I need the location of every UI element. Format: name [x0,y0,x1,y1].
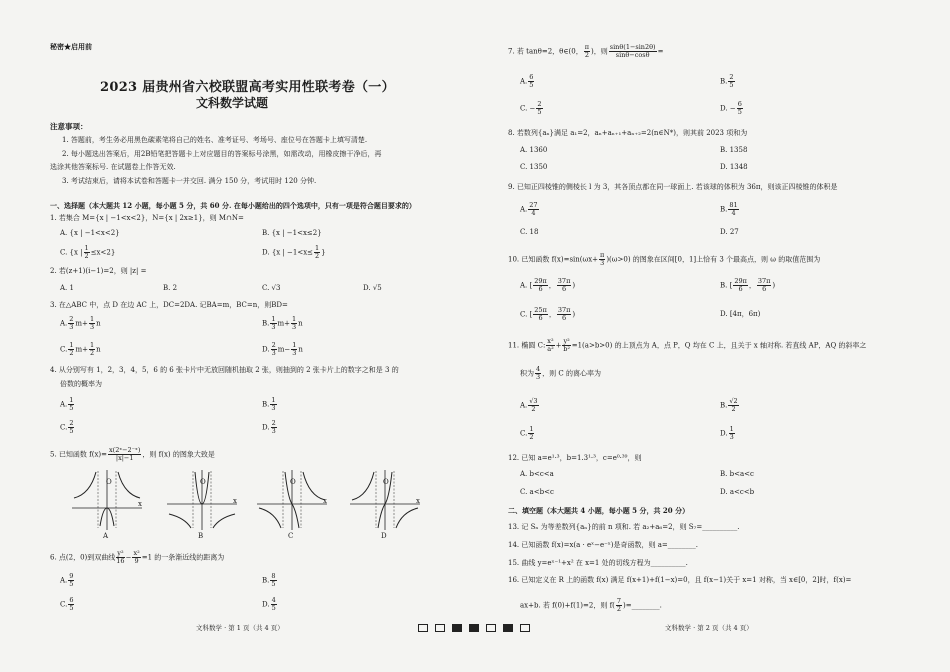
q4-stem: 4. 从分别写有 1，2，3，4，5，6 的 6 张卡片中无放回随机抽取 2 张，则抽到的 2 张卡片上的数字之和是 3 的 [50,366,399,374]
q5-stem: 5. 已知函数 f(x)= $\frac{\text{x(2ˣ−2⁻ˣ)}}{|x|-1}$ ，则 f(x) 的图象大致是 [50,446,215,462]
q11-stem-cont: 积为 $\frac{4}{3}$ ，则 C 的离心率为 [520,365,601,381]
graph-d-origin: O [383,478,389,486]
q12-option-c: C. a<b<c [520,488,554,496]
q11-option-a: A. $\frac{√3}{2}$ [520,397,538,413]
q3-option-d: D. $\frac{2}{3}$ m− $\frac{1}{3}$ n [262,341,303,357]
graph-b-x-label: x [233,497,237,505]
section-1-heading: 一、选择题（本大题共 12 小题，每小题 5 分，共 60 分. 在每小题给出的四个选项中，只有一项是符合题目要求的） [50,201,416,210]
q12-stem: 12. 已知 a=e¹·³，b=1.3¹·³，c=e⁰·³⁹，则 [508,454,642,462]
q3-stem: 3. 在△ABC 中，点 D 在边 AC 上，DC=2DA. 记BA=m，BC=n，则BD= [50,301,288,309]
graph-a-origin: O [106,478,112,486]
q16-cont: ax+b. 若 f(0)+f(1)=2，则 f( $\frac{7}{2}$ )=________. [520,597,662,613]
section-2-heading: 二、填空题（本大题共 4 小题，每小题 5 分，共 20 分） [508,506,690,515]
q11-option-c: C. $\frac{1}{2}$ [520,425,534,441]
q4-option-a: A. $\frac{1}{5}$ [60,396,74,412]
q15: 15. 曲线 y=eˣ⁻¹+x² 在 x=1 处的切线方程为__________. [508,559,688,567]
q1-stem: 1. 若集合 M={x | −1<x<2}，N={x | 2x≥1}，则 M∩N= [50,214,244,222]
q11-option-d: D. $\frac{1}{3}$ [720,425,734,441]
page-footer-2: 文科数学 · 第 2 页（共 4 页） [665,624,753,632]
q8-stem: 8. 若数列{aₙ}满足 a₁=2，aₙ+aₙ₊₁+aₙ₊₂=2(n∈N*)，则其前 2023 项和为 [508,129,748,137]
q4-option-c: C. $\frac{2}{5}$ [60,419,74,435]
q6-stem: 6. 点(2，0)到双曲线 $\frac{\text{y²}}{16}$ − $\frac{\text{x²}}{9}$ =1 的一条渐近线的距离为 [50,549,225,565]
q10-stem: 10. 已知函数 f(x)=sin(ωx+ $\frac{\pi}{3}$ )(ω>0) 的图象在区间[0，1]上恰有 3 个最高点，则 ω 的取值范围为 [508,251,821,267]
q6-option-c: C. $\frac{6}{5}$ [60,596,74,612]
q11-option-b: B. $\frac{√2}{2}$ [720,397,738,413]
q13: 13. 记 Sₙ 为等差数列{aₙ}的前 n 项和. 若 a₂+a₆=2，则 S₇=__________. [508,523,740,531]
q3-option-a: A. $\frac{2}{3}$ m+ $\frac{1}{3}$ n [60,315,101,331]
q8-option-c: C. 1350 [520,163,548,171]
q1-option-a: A. {x | −1<x<2} [60,229,120,237]
scan-mark [452,624,462,632]
q8-option-a: A. 1360 [520,146,548,154]
q7-option-d: D. − $\frac{6}{5}$ [720,100,742,116]
q7-stem: 7. 若 tanθ=2，θ∈(0， $\frac{\pi}{2}$ )，则 $\frac{\sin\theta(1-\sin 2\theta)}{\sin\theta-\cos\theta}$ = [508,43,664,59]
q9-option-d: D. 27 [720,228,739,236]
scan-mark [418,624,428,632]
q2-stem: 2. 若(z+1)(i−1)=2，则 |z| = [50,267,147,275]
q1-option-c: C. {x | $\frac{1}{2}$ ≤x<2} [60,244,116,260]
q4-option-d: D. $\frac{2}{3}$ [262,419,276,435]
graph-c-label: C [288,532,294,540]
notice-1: 1. 答题前，考生务必用黑色碳素笔将自己的姓名、准考证号、考场号、座位号在答题卡上填写清楚. [62,136,368,144]
notice-2-cont: 选涂其他答案标号. 在试题卷上作答无效. [50,163,176,171]
graph-a-label: A [103,532,109,540]
q12-option-b: B. b<a<c [720,470,754,478]
q4-option-b: B. $\frac{1}{3}$ [262,396,276,412]
q10-option-d: D. [4π，6π) [720,310,761,318]
q2-option-a: A. 1 [60,284,74,292]
q14: 14. 已知函数 f(x)=x(a · eˣ−e⁻ˣ)是奇函数，则 a=________. [508,541,698,549]
q12-option-a: A. b<c<a [520,470,554,478]
graph-b-label: B [198,532,204,540]
q11-stem: 11. 椭圆 C: $\frac{\text{x²}}{\text{a²}}$ + $\frac{\text{y²}}{\text{b²}}$ =1(a>b>0) 的上顶点为 A，点 P，Q 均在 C 上，且关于 x 轴对称. 若直线 AP，AQ 的斜率之 [508,337,867,353]
graph-a-x-label: x [138,500,142,508]
graph-d-label: D [381,532,387,540]
q16: 16. 已知定义在 R 上的函数 f(x) 满足 f(x+1)+f(1−x)=0，且 f(x−1)关于 x=1 对称，当 x∈[0，2]时，f(x)= [508,576,852,584]
q6-option-a: A. $\frac{9}{5}$ [60,572,74,588]
q8-option-d: D. 1348 [720,163,748,171]
confidential-label: 秘密★启用前 [50,42,92,51]
q2-option-b: B. 2 [163,284,178,292]
q9-option-b: B. $\frac{81}{4}$ [720,201,738,217]
notice-2: 2. 每小题选出答案后，用2B铅笔把答题卡上对应题目的答案标号涂黑，如需改动，用橡皮擦干净后，再 [62,150,382,158]
graph-b-origin: O [200,478,206,486]
q6-option-b: B. $\frac{8}{5}$ [262,572,276,588]
graph-c-origin: O [290,478,296,486]
q9-option-a: A. $\frac{27}{4}$ [520,201,538,217]
graph-d-x-label: x [416,497,420,505]
exam-subtitle: 文科数学试题 [196,96,269,110]
right-page [475,0,950,672]
scan-mark [435,624,445,632]
q2-option-c: C. √3 [262,284,281,292]
q9-option-c: C. 18 [520,228,539,236]
notice-heading: 注意事项： [50,122,88,131]
q4-stem-cont: 倍数的概率为 [60,380,102,388]
exam-title: 2023 届贵州省六校联盟高考实用性联考卷（一） [100,80,395,95]
q10-option-c: C. [ $\frac{25\pi}{6}$ ， $\frac{37\pi}{6}$ ) [520,306,576,322]
q10-option-b: B. [ $\frac{29\pi}{6}$ ， $\frac{37\pi}{6}$ ) [720,277,776,293]
q1-option-d: D. {x | −1<x≤ $\frac{1}{2}$ } [262,244,326,260]
q2-option-d: D. √5 [363,284,382,292]
q7-option-c: C. − $\frac{2}{5}$ [520,100,542,116]
notice-3: 3. 考试结束后，请将本试卷和答题卡一并交回. 满分 150 分，考试用时 120 分钟. [62,177,317,185]
q3-option-b: B. $\frac{1}{3}$ m+ $\frac{1}{3}$ n [262,315,303,331]
q7-option-a: A. $\frac{6}{5}$ [520,73,534,89]
q6-option-d: D. $\frac{4}{5}$ [262,596,276,612]
q8-option-b: B. 1358 [720,146,748,154]
q3-option-c: C. $\frac{1}{2}$ m+ $\frac{1}{2}$ n [60,341,101,357]
q10-option-a: A. [ $\frac{29\pi}{6}$ ， $\frac{37\pi}{6}$ ) [520,277,576,293]
q9-stem: 9. 已知正四棱锥的侧棱长 l 为 3，其各顶点都在同一球面上. 若该球的体积为 36π，则该正四棱锥的体积是 [508,183,838,191]
q12-option-d: D. a<c<b [720,488,755,496]
page-footer-1: 文科数学 · 第 1 页（共 4 页） [196,624,284,632]
graph-c-x-label: x [323,497,327,505]
q1-option-b: B. {x | −1<x≤2} [262,229,322,237]
q7-option-b: B. $\frac{2}{5}$ [720,73,734,89]
